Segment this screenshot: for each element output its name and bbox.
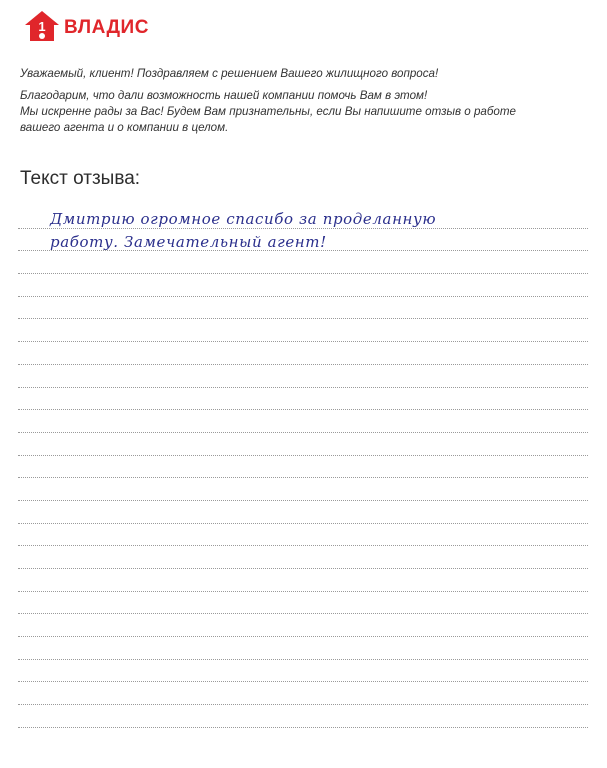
ruled-line bbox=[18, 478, 588, 501]
ruled-line bbox=[18, 569, 588, 592]
ruled-line bbox=[18, 274, 588, 297]
review-title: Текст отзыва: bbox=[20, 168, 141, 189]
ruled-line bbox=[18, 365, 588, 388]
ruled-line bbox=[18, 682, 588, 705]
ruled-lines bbox=[18, 206, 588, 728]
ruled-line bbox=[18, 524, 588, 547]
request-text-cont: вашего агента и о компании в целом. bbox=[20, 121, 229, 134]
ruled-line bbox=[18, 592, 588, 615]
ruled-line bbox=[18, 660, 588, 683]
ruled-line bbox=[18, 433, 588, 456]
ruled-line bbox=[18, 388, 588, 411]
brand-logo bbox=[24, 10, 149, 42]
brand-badge: 1 bbox=[38, 19, 46, 34]
ruled-line bbox=[18, 705, 588, 728]
ruled-line bbox=[18, 410, 588, 433]
thanks-text: Благодарим, что дали возможность нашей компании помочь Вам в этом! bbox=[20, 89, 428, 102]
ruled-line bbox=[18, 251, 588, 274]
ruled-line bbox=[18, 637, 588, 660]
intro-text bbox=[20, 66, 590, 136]
greeting-text: Уважаемый, клиент! Поздравляем с решением Вашего жилищного вопроса! bbox=[20, 67, 439, 80]
handwritten-line-2: работу. Замечательный агент! bbox=[50, 233, 327, 251]
brand-name: ВЛАДИС bbox=[64, 17, 149, 38]
request-text: Мы искренне рады за Вас! Будем Вам признательны, если Вы напишите отзыв о работе bbox=[20, 105, 516, 118]
ruled-line bbox=[18, 297, 588, 320]
ruled-line bbox=[18, 501, 588, 524]
ruled-line bbox=[18, 319, 588, 342]
ruled-line bbox=[18, 614, 588, 637]
ruled-line bbox=[18, 546, 588, 569]
house-key-icon bbox=[24, 10, 60, 42]
ruled-line bbox=[18, 342, 588, 365]
handwritten-review bbox=[50, 208, 570, 254]
ruled-line bbox=[18, 456, 588, 479]
handwritten-line-1: Дмитрию огромное спасибо за проделанную bbox=[50, 210, 437, 228]
